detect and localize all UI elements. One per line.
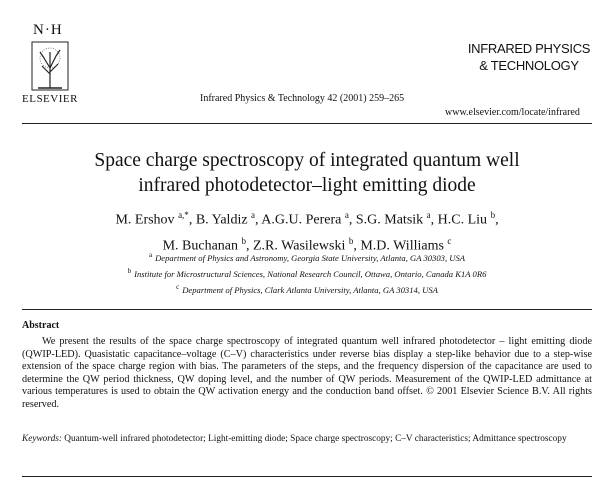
elsevier-tree-icon <box>30 40 70 92</box>
author-affiliation-mark: c <box>447 235 452 246</box>
keywords <box>22 433 592 445</box>
abstract-heading: Abstract <box>22 320 60 331</box>
keywords-text: Quantum-well infrared photodetector; Light-emitting diode; Space charge spectroscopy; C–V characteristics; Admittance spectroscopy <box>64 434 567 444</box>
author-affiliation-mark: b <box>241 235 246 246</box>
journal-title <box>464 40 594 74</box>
author-name: M. Ershov <box>115 212 175 228</box>
bottom-divider <box>22 476 592 477</box>
affiliation-item <box>22 281 592 297</box>
author-affiliation-mark: a <box>426 210 431 220</box>
author-name: B. Yaldiz <box>195 212 248 228</box>
affiliation-text: Department of Physics and Astronomy, Georgia State University, Atlanta, GA 30303, USA <box>155 252 466 263</box>
author-affiliation-mark: a <box>344 210 349 220</box>
author-name: M.D. Williams <box>360 238 444 254</box>
article-title <box>22 148 592 198</box>
affiliation-text: Institute for Microstructural Sciences, National Research Council, Ottawa, Ontario, Canada K1A 0R6 <box>134 268 487 279</box>
header-divider <box>22 123 592 124</box>
abstract-divider <box>22 309 592 310</box>
author-affiliation-mark: b <box>348 235 354 246</box>
affiliation-mark: b <box>127 266 132 275</box>
author-affiliation-mark: a <box>251 210 256 220</box>
affiliation-list <box>22 249 592 297</box>
affiliation-item <box>22 249 592 265</box>
journal-url-link[interactable]: www.elsevier.com/locate/infrared <box>445 107 580 118</box>
affiliation-mark: c <box>176 282 180 291</box>
affiliation-item <box>22 265 592 281</box>
author-line1: M. Ershov $^{a,*}$, B. Yaldiz $^a$, A.G.U. Perera $^a$, S.G. Matsik $^a$, H.C. Liu $^b$, <box>115 210 499 228</box>
publisher-logo-text: N·H <box>33 22 63 38</box>
affiliation-text: Department of Physics, Clark Atlanta University, Atlanta, GA 30314, USA <box>182 284 438 295</box>
journal-citation: Infrared Physics & Technology 42 (2001) 259–265 <box>200 93 405 104</box>
author-affiliation-mark: b <box>490 210 496 220</box>
author-name: A.G.U. Perera <box>261 212 342 228</box>
author-affiliation-mark: a,* <box>178 210 189 220</box>
keywords-label: Keywords: <box>22 434 62 444</box>
author-name: M. Buchanan <box>162 238 238 254</box>
publisher-name: ELSEVIER <box>22 93 78 105</box>
journal-title-line1: INFRARED PHYSICS <box>467 41 591 56</box>
affiliation-mark: a <box>148 251 153 259</box>
journal-title-line2: & TECHNOLOGY <box>479 58 579 73</box>
title-line1: Space charge spectroscopy of integrated quantum well <box>94 150 520 171</box>
author-name: H.C. Liu <box>437 212 488 228</box>
author-name: Z.R. Wasilewski <box>253 238 346 254</box>
author-name: S.G. Matsik <box>355 212 424 228</box>
abstract-body: We present the results of the space charge spectroscopy of integrated quantum well infrared photodetector – light emitting diode (QWIP-LED). Quasistatic capacitance–voltage (C–V) characteristics under reverse bias display a step-like behavior due to a step-wise extension of the space charge region with bias. The parameters of the steps, and the frequency dispersion of the capacitance are used to determine the QW period thickness, QW doping level, and the number of QW periods. Measurement of the QWIP-LED admittance at various temperatures is used to obtain the QW activation energy and the conduction band offset. © 2001 Elsevier Science B.V. All rights reserved. <box>22 336 592 410</box>
author-line2: M. Buchanan $^b$, Z.R. Wasilewski $^b$, M.D. Williams $^c$ <box>162 235 452 254</box>
title-line2: infrared photodetector–light emitting diode <box>138 175 476 196</box>
